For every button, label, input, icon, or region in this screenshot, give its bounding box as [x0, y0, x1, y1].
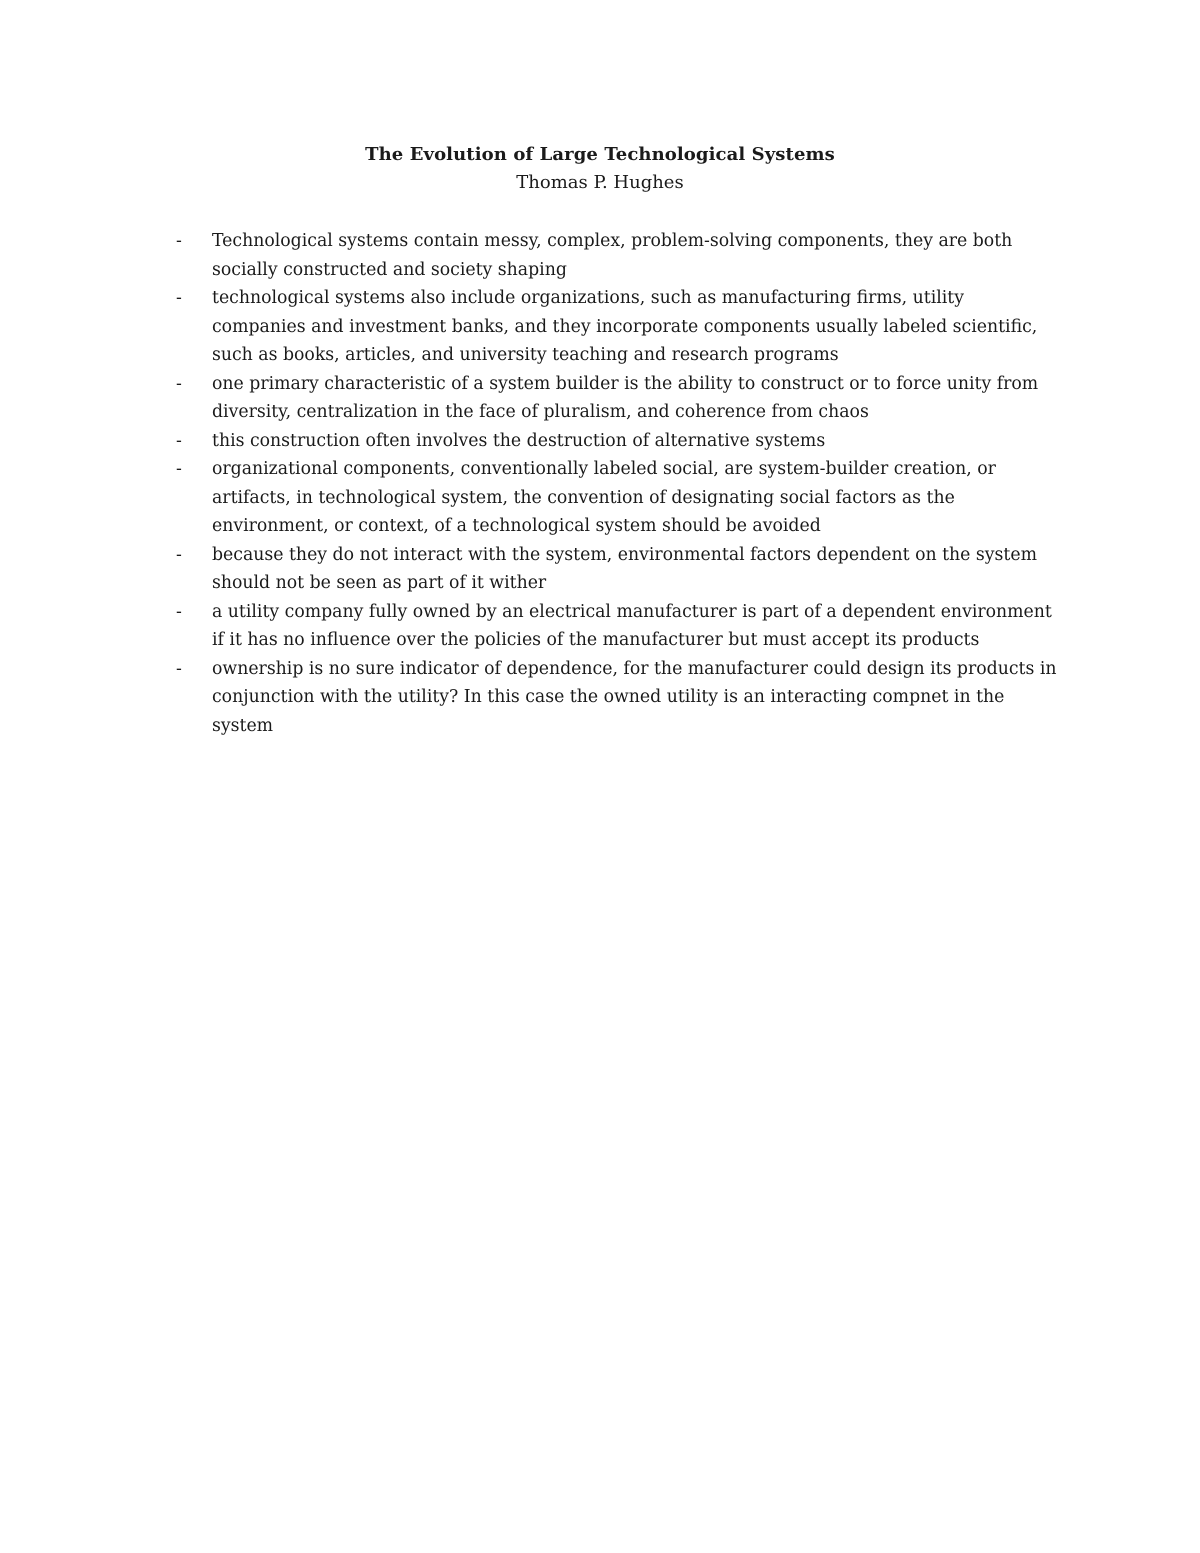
bullet-dash: - [176, 459, 182, 479]
bullet-dash: - [176, 544, 182, 565]
note-text: because they do not interact with the system, environmental factors dependent on the system should not be seen as part of it wither [212, 544, 1037, 593]
note-text: a utility company fully owned by an electrical manufacturer is part of a dependent environment if it has no influence over the policies of the manufacturer but must accept its products [212, 601, 1052, 650]
document-author: Thomas P. Hughes [516, 172, 684, 193]
list-item [172, 541, 1062, 598]
note-text: technological systems also include organizations, such as manufacturing firms, utility companies and investment banks, and they incorporate components usually labeled scientific, such as books, articles, and university teaching and research programs [212, 288, 1038, 365]
note-text: this construction often involves the destruction of alternative systems [212, 430, 826, 451]
note-text: organizational components, conventionally labeled social, are system-builder creation, or artifacts, in technological system, the convention of designating social factors as the environment, or context, of a technological system should be avoided [212, 459, 996, 536]
list-item [172, 655, 1062, 741]
bullet-dash: - [176, 288, 182, 308]
bullet-dash: - [176, 658, 182, 679]
list-item [172, 227, 1062, 284]
notes-list [172, 227, 1062, 740]
list-item [172, 598, 1062, 655]
note-text: one primary characteristic of a system builder is the ability to construct or to force unity from diversity, centralization in the face of pluralism, and coherence from chaos [212, 373, 1039, 422]
note-text: ownership is no sure indicator of dependence, for the manufacturer could design its products in conjunction with the utility? In this case the owned utility is an interacting compnet in the system [212, 658, 1057, 736]
list-item [172, 284, 1062, 370]
list-item [172, 370, 1062, 427]
bullet-dash: - [176, 373, 182, 394]
list-item [172, 427, 1062, 456]
bullet-dash: - [176, 231, 182, 251]
document-title: The Evolution of Large Technological Systems [365, 144, 835, 165]
note-text: Technological systems contain messy, complex, problem-solving components, they are both socially constructed and society shaping [212, 231, 1013, 280]
list-item [172, 455, 1062, 541]
document-header [0, 141, 1200, 197]
bullet-dash: - [176, 601, 182, 622]
bullet-dash: - [176, 430, 182, 451]
